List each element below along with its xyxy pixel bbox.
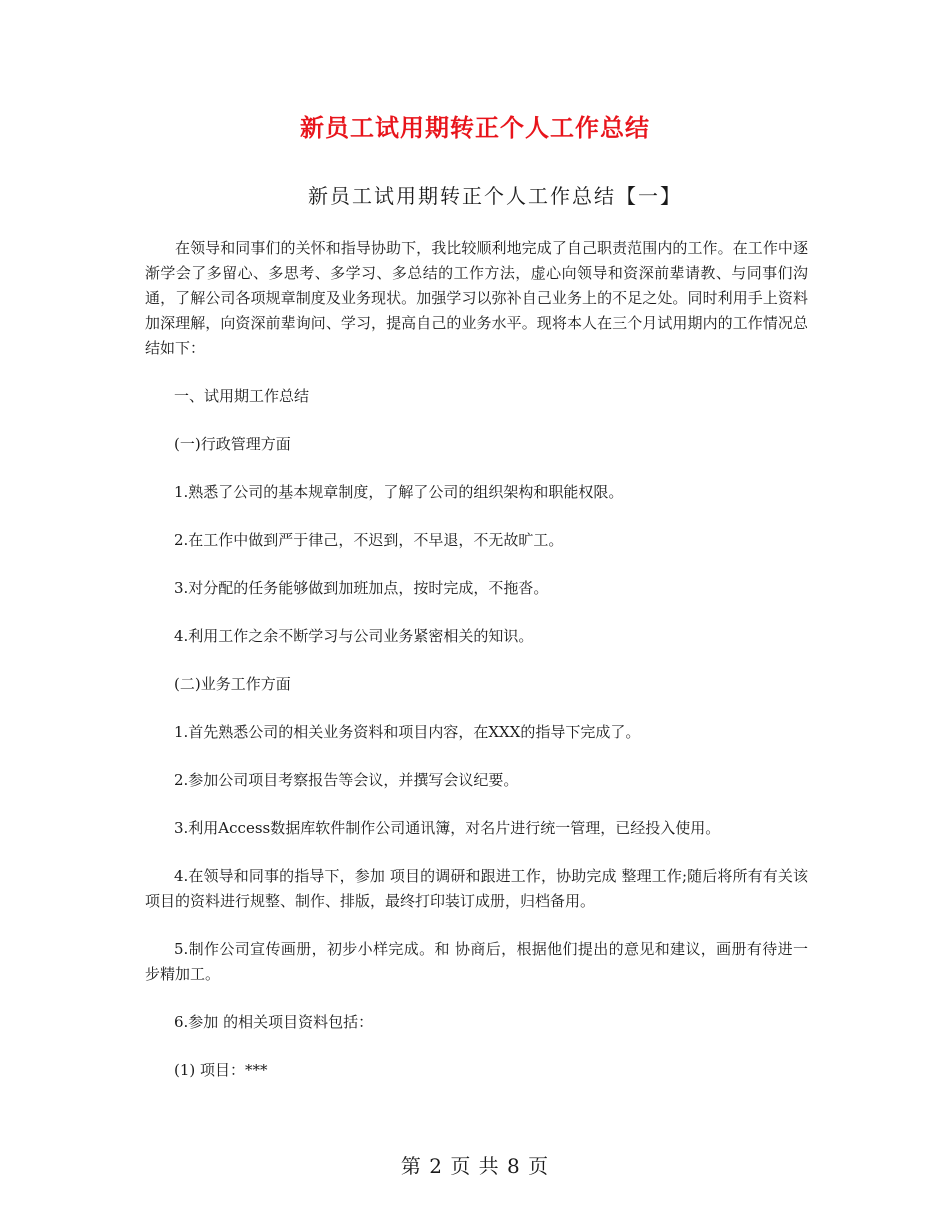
admin-item: 2.在工作中做到严于律己，不迟到，不早退，不无故旷工。 — [174, 531, 564, 549]
page-number: 第 2 页 共 8 页 — [400, 1154, 550, 1178]
heading-summary: 一、试用期工作总结 — [174, 387, 310, 405]
business-item: 4.在领导和同事的指导下，参加 项目的调研和跟进工作，协助完成 整理工作;随后将所有有关该项目的资料进行规整、制作、排版，最终打印装订成册，归档备用。 — [145, 867, 808, 910]
subheading-admin: (一)行政管理方面 — [174, 435, 291, 453]
subheading-business: (二)业务工作方面 — [174, 675, 291, 693]
admin-item: 1.熟悉了公司的基本规章制度，了解了公司的组织架构和职能权限。 — [174, 483, 624, 501]
business-subitem: (1) 项目：*** — [174, 1061, 268, 1079]
business-item: 2.参加公司项目考察报告等会议，并撰写会议纪要。 — [174, 771, 519, 789]
admin-item: 3.对分配的任务能够做到加班加点，按时完成，不拖沓。 — [174, 579, 549, 597]
business-item: 1.首先熟悉公司的相关业务资料和项目内容，在XXX的指导下完成了。 — [174, 723, 641, 741]
section-title: 新员工试用期转正个人工作总结【一】 — [308, 184, 682, 208]
business-item: 3.利用Access数据库软件制作公司通讯簿，对名片进行统一管理，已经投入使用。 — [174, 819, 721, 837]
business-item: 5.制作公司宣传画册，初步小样完成。和 协商后，根据他们提出的意见和建议，画册有待进一步精加工。 — [145, 940, 808, 983]
document-title: 新员工试用期转正个人工作总结 — [300, 113, 650, 142]
document-body — [145, 236, 808, 1106]
admin-item: 4.利用工作之余不断学习与公司业务紧密相关的知识。 — [174, 627, 534, 645]
business-item: 6.参加 的相关项目资料包括： — [174, 1013, 374, 1031]
intro-paragraph: 在领导和同事们的关怀和指导协助下，我比较顺利地完成了自己职责范围内的工作。在工作中逐渐学会了多留心、多思考、多学习、多总结的工作方法，虚心向领导和资深前辈请教、与同事们沟通，了解公司各项规章制度及业务现状。加强学习以弥补自己业务上的不足之处。同时利用手上资料加深理解，向资深前辈询问、学习，提高自己的业务水平。现将本人在三个月试用期内的工作情况总结如下： — [145, 239, 808, 357]
